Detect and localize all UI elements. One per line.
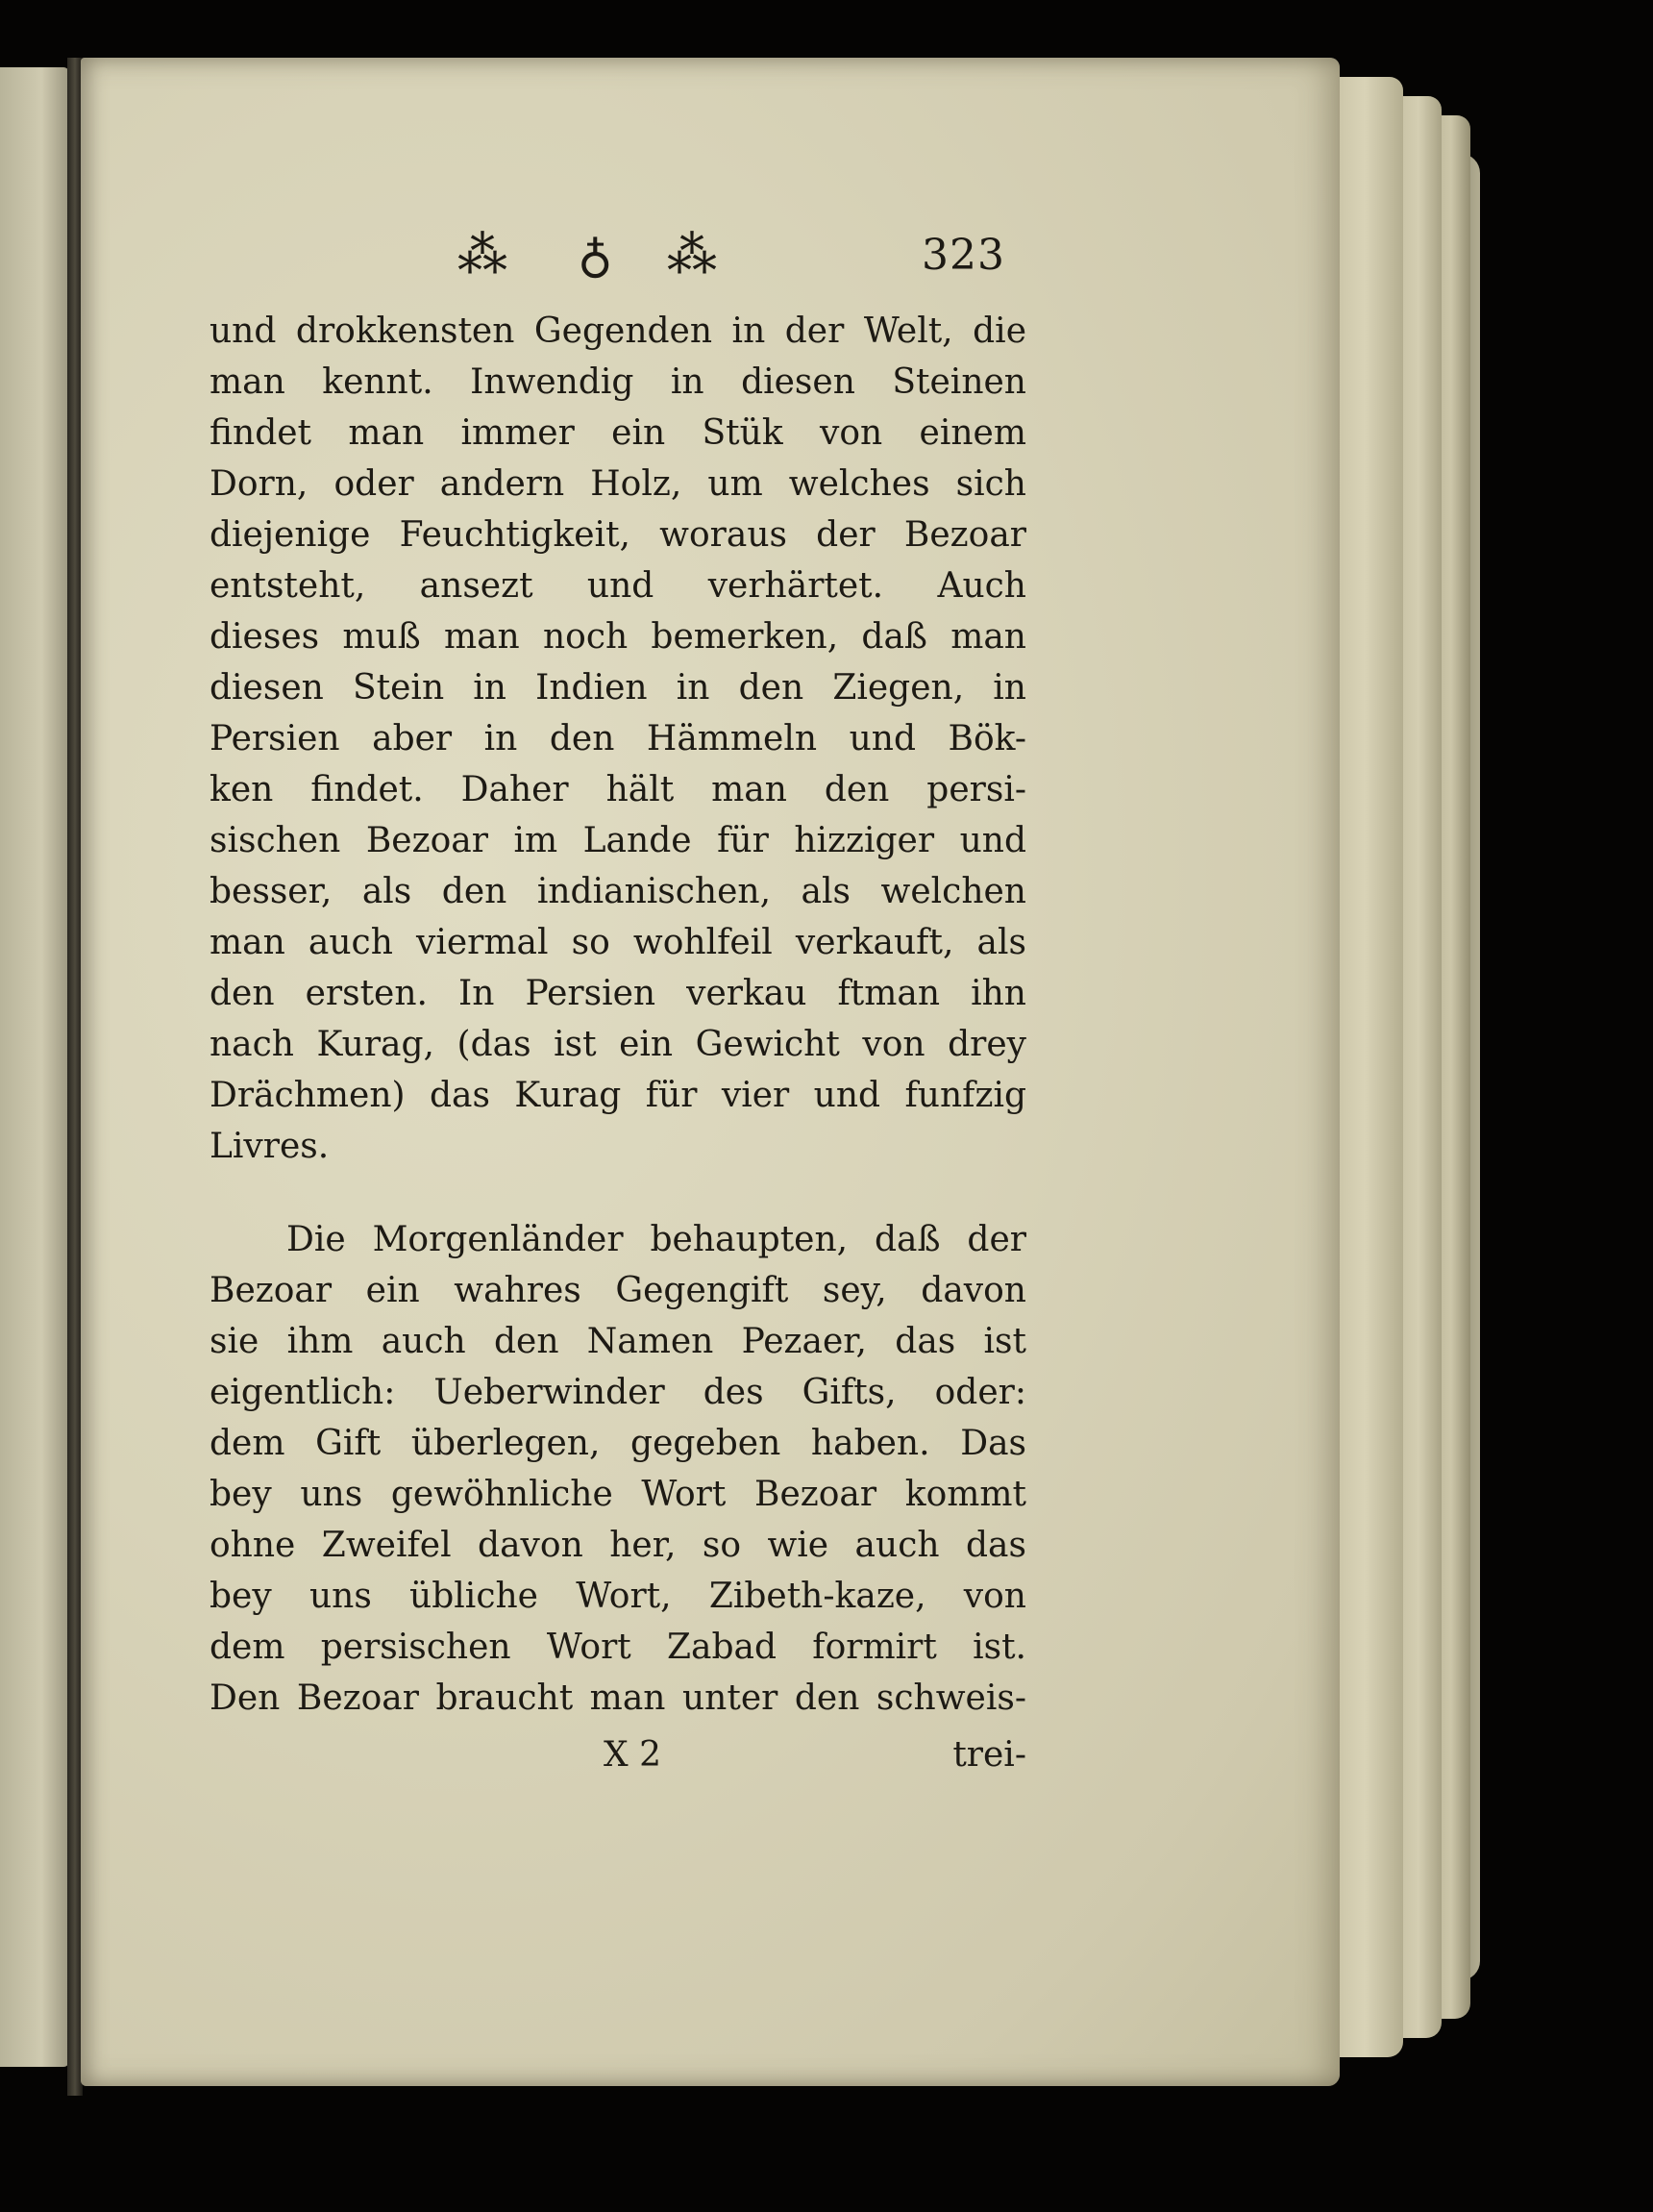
text-line: diesen Stein in Indien in den Ziegen, in [210, 668, 1026, 708]
catchword: trei- [952, 1735, 1026, 1775]
text-line: sie ihm auch den Namen Pezaer, das ist [210, 1322, 1026, 1361]
page-footer [210, 1728, 1026, 1782]
text-line: ohne Zweifel davon her, so wie auch das [210, 1526, 1026, 1565]
signature-mark: X 2 [604, 1735, 661, 1775]
text-line: findet man immer ein Stük von einem [210, 413, 1026, 453]
ornament-right-icon: ⁂ [667, 227, 717, 285]
text-line: dem Gift überlegen, gegeben haben. Das [210, 1424, 1026, 1463]
text-line: Bezoar ein wahres Gegengift sey, davon [210, 1271, 1026, 1310]
text-line: Livres. [210, 1127, 330, 1166]
text-line: man kennt. Inwendig in diesen Steinen [210, 362, 1026, 402]
text-line: besser, als den indianischen, als welchen [210, 872, 1026, 911]
text-line: bey uns übliche Wort, Zibeth-kaze, von [210, 1577, 1026, 1616]
text-line: diejenige Feuchtigkeit, woraus der Bezoar [210, 515, 1026, 555]
facing-page-edge [0, 67, 69, 2067]
text-line: Persien aber in den Hämmeln und Bök- [210, 719, 1026, 758]
text-line: dem persischen Wort Zabad formirt ist. [210, 1628, 1026, 1667]
text-line: den ersten. In Persien verkau ftman ihn [210, 974, 1026, 1013]
body-text [210, 306, 1026, 1724]
text-line: ken findet. Daher hält man den persi- [210, 770, 1026, 809]
text-line: Die Morgenländer behaupten, daß der [286, 1220, 1026, 1259]
text-line: eigentlich: Ueberwinder des Gifts, oder: [210, 1373, 1026, 1412]
text-line: nach Kurag, (das ist ein Gewicht von drey [210, 1025, 1026, 1064]
text-line: Drächmen) das Kurag für vier und funfzig [210, 1076, 1026, 1115]
text-line: man auch viermal so wohlfeil verkauft, als [210, 923, 1026, 962]
text-line: und drokkensten Gegenden in der Welt, die [210, 311, 1026, 351]
page-number: 323 [922, 231, 1005, 280]
text-line: entsteht, ansezt und verhärtet. Auch [210, 566, 1026, 606]
page-header [457, 223, 1005, 290]
ornament-middle-icon: ♁ [578, 228, 613, 284]
text-line: Dorn, oder andern Holz, um welches sich [210, 464, 1026, 504]
text-line: Den Bezoar braucht man unter den schweis- [210, 1678, 1026, 1718]
text-line: dieses muß man noch bemerken, daß man [210, 617, 1026, 657]
text-line: bey uns gewöhnliche Wort Bezoar kommt [210, 1475, 1026, 1514]
ornament-left-icon: ⁂ [457, 227, 507, 285]
text-line: sischen Bezoar im Lande für hizziger und [210, 821, 1026, 860]
